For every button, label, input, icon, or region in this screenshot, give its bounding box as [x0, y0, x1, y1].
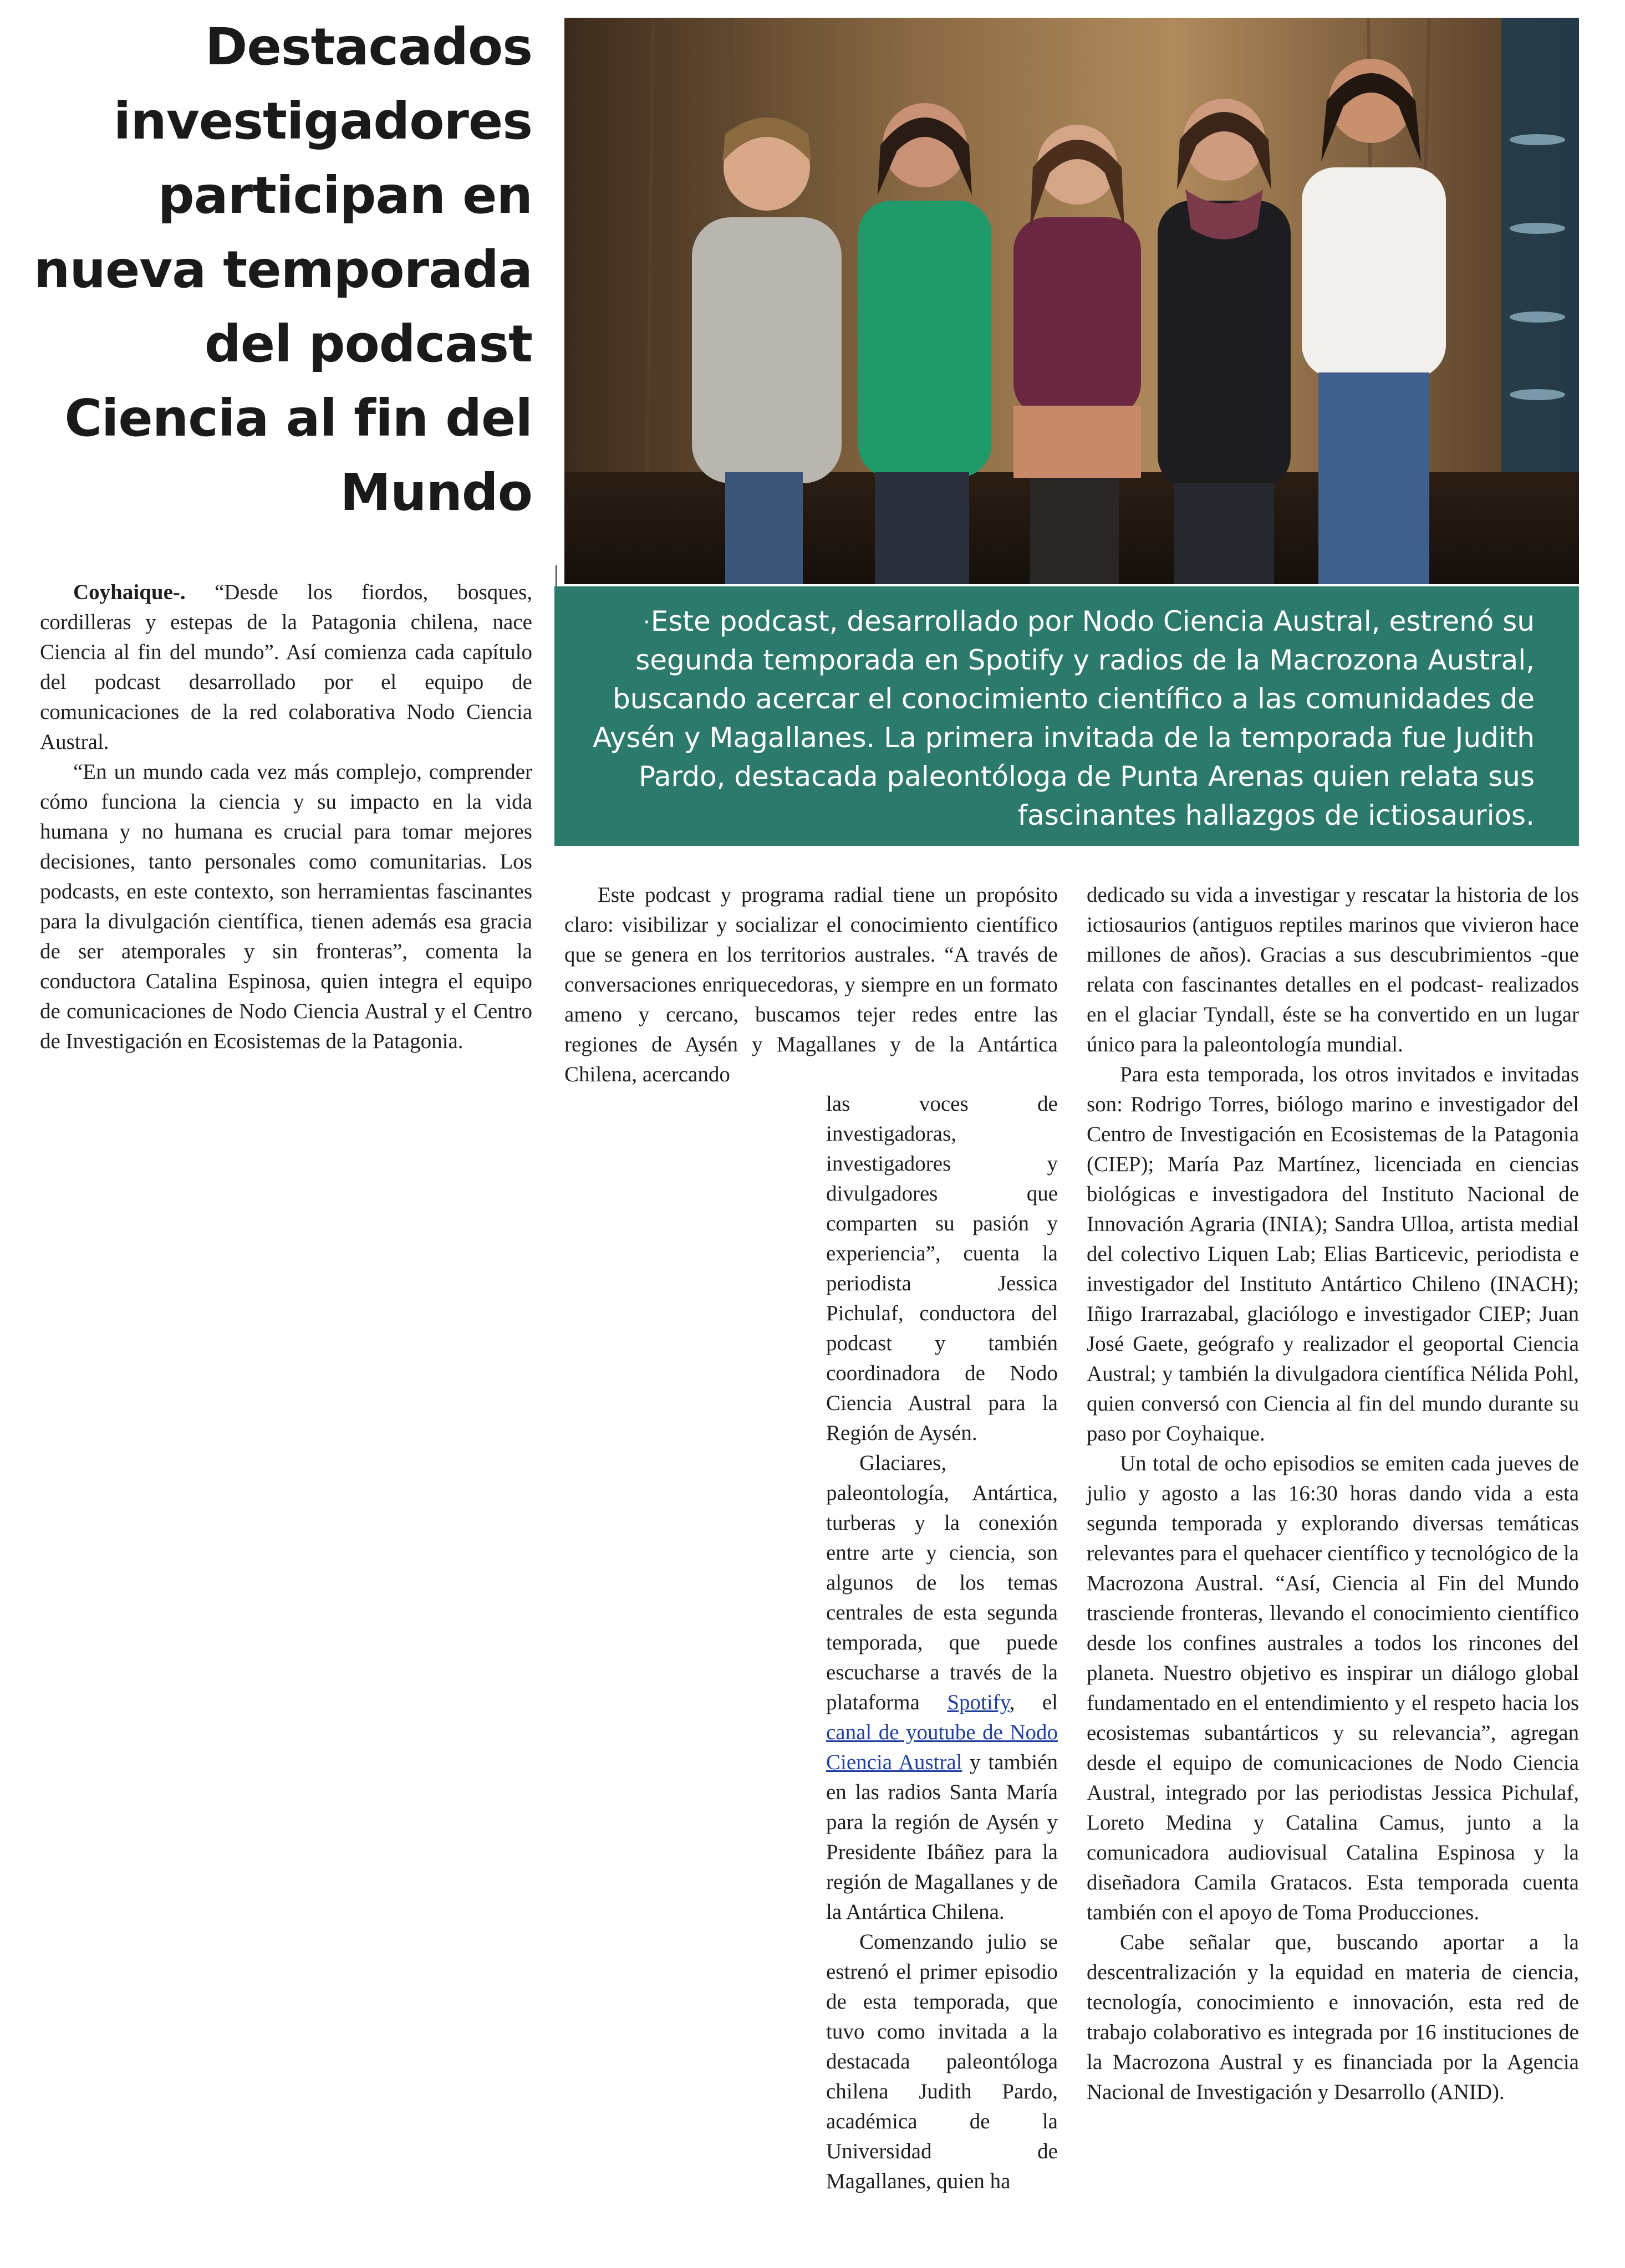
lead-bullet: · [643, 610, 650, 635]
paragraph-5: Comenzando julio se estrenó el primer episodio de esta temporada, que tuvo como invitada a la destacada paleontóloga chilena Judith Pardo, académica de la Universidad de Magallanes, quien ha [826, 1930, 1058, 2193]
lead-text: Este podcast, desarrollado por Nodo Ciencia Austral, estrenó su segunda temporada en Spotify y radios de la Macrozona Austral, buscando acercar el conocimiento científico a las comunidades de Aysén y Magallanes. La primera invitada de la temporada fue Judith Pardo, destacada paleontóloga de Punta Arenas quien relata sus fascinantes hallazgos de ictiosaurios. [593, 605, 1535, 831]
column-2-narrow [826, 1089, 1058, 2197]
paragraph-7: Para esta temporada, los otros invitados e invitadas son: Rodrigo Torres, biólogo marino e investigador del Centro de Investigación en Ecosistemas de la Patagonia (CIEP); María Paz Martínez, licenciada en ciencias biológicas e investigadora del Instituto Nacional de Innovación Agraria (INIA); Sandra Ulloa, artista medial del colectivo Liquen Lab; Elias Barticevic, periodista e investigador del Instituto Antártico Chileno (INACH); Iñigo Irarrazabal, glaciólogo e investigador CIEP; Juan José Gaete, geógrafo y realizador el geoportal Ciencia Austral; y también la divulgadora científica Nélida Pohl, quien conversó con Ciencia al fin del mundo durante su paso por Coyhaique. [1087, 1063, 1579, 1445]
spotify-link[interactable]: Spotify [947, 1690, 1010, 1714]
paragraph-6: dedicado su vida a investigar y rescatar la historia de los ictiosaurios (antiguos reptiles marinos que vivieron hace millones de años). Gracias a sus descubrimientos -que relata con fascinantes detalles en el podcast- realizados en el glaciar Tyndall, éste se ha convertido en un lugar único para la paleontología mundial. [1087, 883, 1579, 1056]
paragraph-8: Un total de ocho episodios se emiten cada jueves de julio y agosto a las 16:30 horas dando vida a esta segunda temporada y explorando diversas temáticas relevantes para el quehacer científico y tecnológico de la Macrozona Austral. “Así, Ciencia al Fin del Mundo trasciende fronteras, llevando el conocimiento científico desde los confines australes a todos los rincones del planeta. Nuestro objetivo es inspirar un diálogo global fundamentado en el entendimiento y el respeto hacia los ecosistemas subantárticos y su relevancia”, agregan desde el equipo de comunicaciones de Nodo Ciencia Austral, integrado por las periodistas Jessica Pichulaf, Loreto Medina y Catalina Camus, junto a la comunicadora audiovisual Catalina Espinosa y la diseñadora Camila Gratacos. Esta temporada cuenta también con el apoyo de Toma Producciones. [1087, 1452, 1579, 1924]
paragraph-4 [826, 1448, 1058, 1927]
column-3 [1087, 880, 1579, 2107]
paragraph-4-c: y también en las radios Santa María para la región de Aysén y Presidente Ibáñez para la región de Magallanes y de la Antártica Chilena. [826, 1750, 1058, 1924]
column-2-top [564, 880, 1058, 1090]
lead-box [554, 586, 1579, 846]
paragraph-4-b: , el [1009, 1690, 1058, 1714]
group-photo [564, 18, 1579, 584]
paragraph-4-a: Glaciares, paleontología, Antártica, turberas y la conexión entre arte y ciencia, son algunos de los temas centrales de esta segunda temporada, que puede escucharse a través de la plataforma [826, 1451, 1058, 1714]
paragraph-9: Cabe señalar que, buscando aportar a la descentralización y la equidad en materia de ciencia, tecnología, conocimiento e innovación, esta red de trabajo colaborativo es integrada por 16 instituciones de la Macrozona Austral y es financiada por la Agencia Nacional de Investigación y Desarrollo (ANID). [1087, 1930, 1579, 2104]
paragraph-3-narrow: las voces de investigadoras, investigadores y divulgadores que comparten su pasión y experiencia”, cuenta la periodista Jessica Pichulaf, conductora del podcast y también coordinadora de Nodo Ciencia Austral para la Región de Aysén. [826, 1092, 1058, 1445]
column-1 [40, 578, 532, 1056]
headline: Destacados investigadores participan en nueva temporada del podcast Ciencia al fin del Mundo [33, 17, 532, 522]
paragraph-3-wide: Este podcast y programa radial tiene un propósito claro: visibilizar y socializar el conocimiento científico que se genera en los territorios australes. “A través de conversaciones enriquecedoras, y siempre en un formato ameno y cercano, buscamos tejer redes entre las regiones de Aysén y Magallanes y de la Antártica Chilena, acercando [564, 883, 1058, 1086]
paragraph-2: “En un mundo cada vez más complejo, comprender cómo funciona la ciencia y su impacto en la vida humana y no humana es crucial para tomar mejores decisiones, tanto personales como comunitarias. Los podcasts, en este contexto, son herramientas fascinantes para la divulgación científica, tienen además esa gracia de ser atemporales y sin fronteras”, comenta la conductora Catalina Espinosa, quien integra el equipo de comunicaciones de Nodo Ciencia Austral y el Centro de Investigación en Ecosistemas de la Patagonia. [40, 760, 532, 1053]
dateline: Coyhaique-. [73, 580, 186, 604]
youtube-channel-link[interactable]: canal de youtube de Nodo Ciencia Austral [826, 1720, 1058, 1774]
paragraph-1-text: “Desde los fiordos, bosques, cordilleras y estepas de la Patagonia chilena, nace Ciencia al fin del mundo”. Así comienza cada capítulo del podcast desarrollado por el equipo de comunicaciones de la red colaborativa Nodo Ciencia Austral. [40, 580, 532, 754]
paragraph-1 [40, 578, 532, 757]
